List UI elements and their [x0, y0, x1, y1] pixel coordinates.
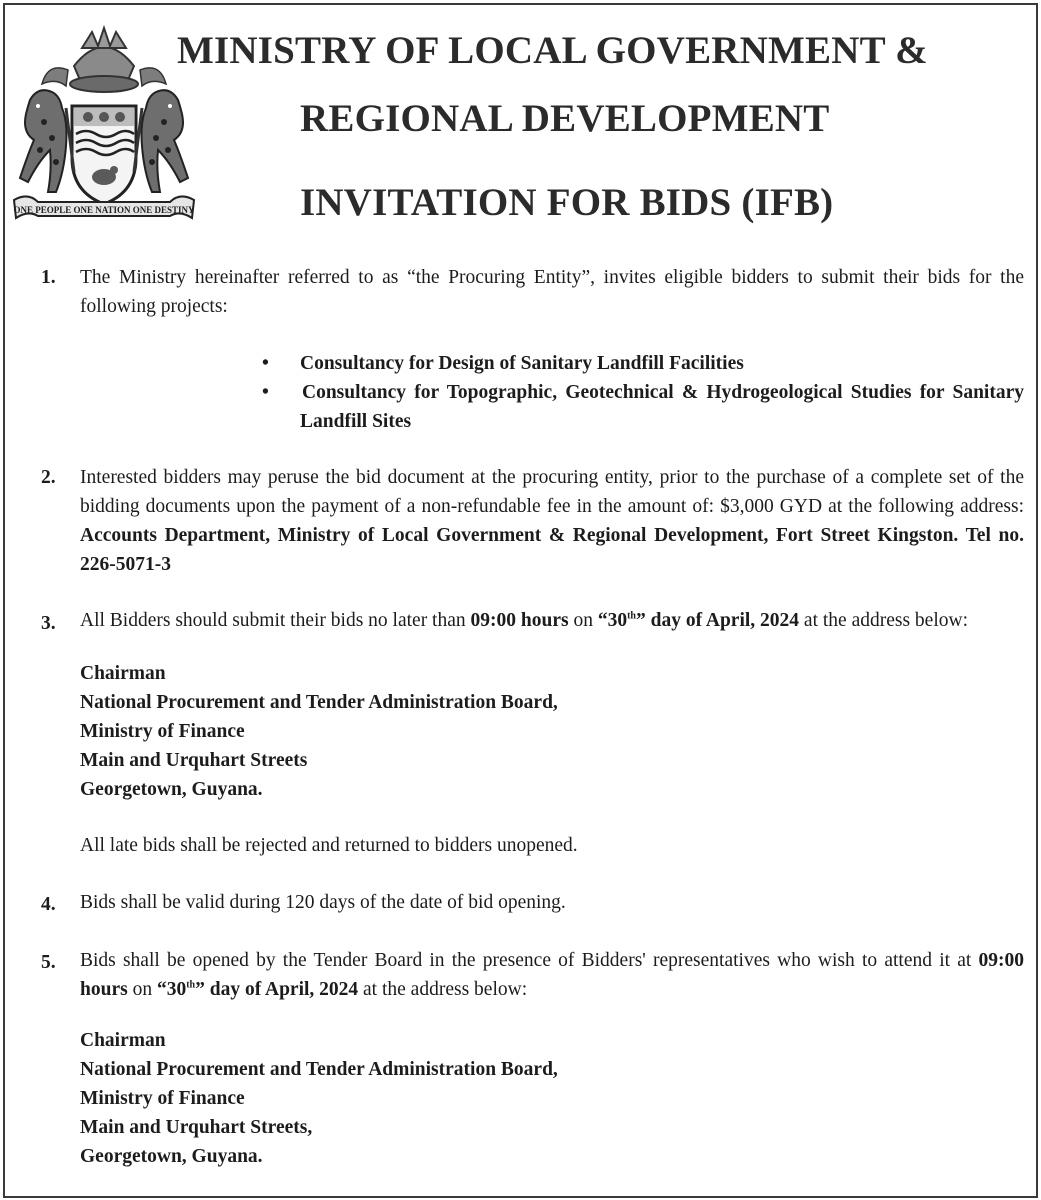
item-4-text: Bids shall be valid during 120 days of the date of bid opening. — [80, 892, 566, 913]
item-3-tail: at the address below: — [799, 610, 968, 631]
date-suffix: th — [627, 610, 636, 622]
date-rest: ” day of April, 2024 — [195, 979, 359, 1000]
list-item — [258, 349, 1024, 378]
bullet-icon: • — [262, 353, 269, 374]
accounts-address: Accounts Department, Ministry of Local Government & Regional Development, Fort Street Kingston. Tel no. 226-5071-3 — [80, 525, 1024, 575]
opening-date — [157, 979, 358, 1000]
submission-address — [80, 659, 558, 804]
bullet-icon: • — [262, 382, 269, 403]
invitation-title: INVITATION FOR BIDS (IFB) — [300, 181, 834, 224]
date-rest: ” day of April, 2024 — [635, 610, 800, 631]
address-line: Main and Urquhart Streets, — [80, 1117, 313, 1138]
item-5-tail: at the address below: — [358, 979, 528, 1000]
item-1-text: The Ministry hereinafter referred to as “the Procuring Entity”, invites eligible bidders to submit their bids for the following projects: — [80, 267, 1024, 317]
submission-date — [598, 610, 799, 631]
item-3-on: on — [568, 610, 598, 631]
date-suffix: th — [186, 979, 196, 991]
late-bids-note: All late bids shall be rejected and returned to bidders unopened. — [80, 835, 578, 856]
item-number: 4. — [41, 894, 56, 915]
item-number: 3. — [41, 613, 56, 634]
opening-time: 09:00 hours — [80, 950, 1024, 1000]
item-number: 1. — [41, 267, 56, 288]
item-3-text — [80, 606, 1024, 635]
address-line: Chairman — [80, 1030, 166, 1051]
address-line: Main and Urquhart Streets — [80, 750, 308, 771]
date-day: “30 — [597, 610, 628, 631]
address-line: National Procurement and Tender Administration Board, — [80, 1059, 558, 1080]
crest-motto: ONE PEOPLE ONE NATION ONE DESTINY — [13, 205, 195, 215]
item-5-on: on — [127, 979, 157, 1000]
opening-address — [80, 1026, 558, 1171]
date-day: “30 — [156, 979, 187, 1000]
address-line: National Procurement and Tender Administration Board, — [80, 692, 558, 713]
address-line: Chairman — [80, 663, 166, 684]
item-3-body: All Bidders should submit their bids no later than — [80, 610, 471, 631]
address-line: Georgetown, Guyana. — [80, 779, 263, 800]
address-line: Georgetown, Guyana. — [80, 1146, 263, 1167]
address-line: Ministry of Finance — [80, 1088, 245, 1109]
project-list — [258, 349, 1024, 436]
item-2-text — [80, 463, 1024, 579]
item-2-body: Interested bidders may peruse the bid document at the procuring entity, prior to the purchase of a complete set of the bidding documents upon the payment of a non-refundable fee in the amount of: $3,000 GYD at the following address: — [80, 467, 1024, 517]
coat-of-arms-crest — [8, 22, 200, 222]
project-name: Consultancy for Design of Sanitary Landfill Facilities — [300, 353, 744, 374]
item-number: 2. — [41, 467, 56, 488]
item-5-body: Bids shall be opened by the Tender Board in the presence of Bidders' representatives who wish to attend it at — [80, 950, 979, 971]
address-line: Ministry of Finance — [80, 721, 245, 742]
project-name: Consultancy for Topographic, Geotechnical & Hydrogeological Studies for Sanitary Landfill Sites — [300, 382, 1024, 432]
item-number: 5. — [41, 952, 56, 973]
item-5-text — [80, 946, 1024, 1004]
ministry-title-line1: MINISTRY OF LOCAL GOVERNMENT & — [177, 29, 928, 72]
submission-time: 09:00 hours — [470, 610, 569, 631]
ministry-title-line2: REGIONAL DEVELOPMENT — [300, 97, 830, 140]
list-item — [258, 378, 1024, 436]
